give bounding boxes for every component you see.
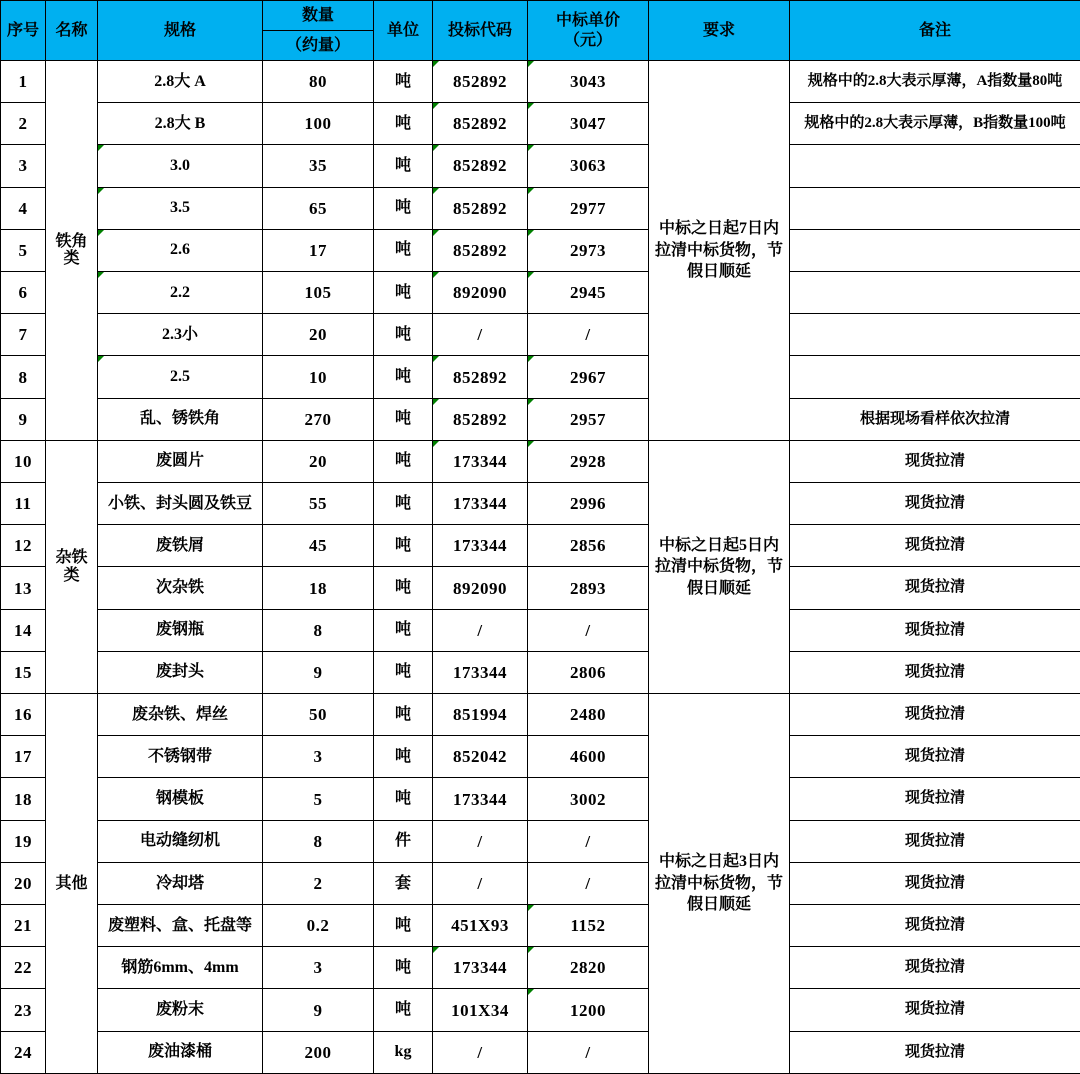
cell-spec: 2.3小 [98,314,263,356]
cell-remark: 现货拉清 [790,905,1080,947]
cell-remark [790,356,1080,398]
cell-code: 852892 [433,187,528,229]
cell-code: 173344 [433,947,528,989]
cell-qty: 2 [263,862,374,904]
cell-price: 2893 [528,567,649,609]
cell-no: 18 [1,778,46,820]
cell-qty: 3 [263,736,374,778]
cell-remark: 现货拉清 [790,609,1080,651]
table-header [1,1,1080,61]
table-row [1,61,1080,103]
cell-price: 1152 [528,905,649,947]
cell-code: 851994 [433,694,528,736]
cell-qty: 45 [263,525,374,567]
cell-unit: 吨 [374,905,433,947]
table-row [1,440,1080,482]
table-row [1,398,1080,440]
cell-code: 173344 [433,483,528,525]
cell-unit: 吨 [374,525,433,567]
cell-no: 5 [1,229,46,271]
cell-no: 17 [1,736,46,778]
cell-qty: 18 [263,567,374,609]
cell-price: / [528,609,649,651]
cell-remark: 现货拉清 [790,947,1080,989]
cell-price: 2820 [528,947,649,989]
cell-remark [790,314,1080,356]
cell-spec: 乱、锈铁角 [98,398,263,440]
table-row [1,905,1080,947]
cell-spec: 次杂铁 [98,567,263,609]
table-row [1,272,1080,314]
cell-spec: 2.6 [98,229,263,271]
cell-no: 24 [1,1031,46,1073]
cell-spec: 2.8大 A [98,61,263,103]
table-row [1,989,1080,1031]
cell-unit: 吨 [374,356,433,398]
cell-qty: 100 [263,103,374,145]
cell-no: 6 [1,272,46,314]
header-cell-qty: 数量 [263,1,374,31]
cell-spec: 废粉末 [98,989,263,1031]
header-cell-code: 投标代码 [433,1,528,61]
cell-no: 13 [1,567,46,609]
cell-requirement: 中标之日起3日内拉清中标货物，节假日顺延 [649,694,790,1074]
cell-price: / [528,314,649,356]
cell-code: 852042 [433,736,528,778]
cell-spec: 钢模板 [98,778,263,820]
cell-code: 892090 [433,567,528,609]
cell-remark: 现货拉清 [790,862,1080,904]
cell-code: 101X34 [433,989,528,1031]
cell-remark [790,145,1080,187]
cell-requirement: 中标之日起5日内拉清中标货物，节假日顺延 [649,440,790,693]
cell-code: 173344 [433,778,528,820]
cell-qty: 55 [263,483,374,525]
cell-remark: 现货拉清 [790,694,1080,736]
table-row [1,356,1080,398]
cell-no: 8 [1,356,46,398]
cell-unit: 吨 [374,145,433,187]
header-cell-unit: 单位 [374,1,433,61]
cell-remark: 现货拉清 [790,778,1080,820]
table-row [1,736,1080,778]
cell-price: 2996 [528,483,649,525]
table-row [1,947,1080,989]
cell-spec: 3.5 [98,187,263,229]
cell-code: 173344 [433,651,528,693]
cell-unit: 吨 [374,609,433,651]
cell-price: 2973 [528,229,649,271]
cell-spec: 废封头 [98,651,263,693]
cell-price: 2967 [528,356,649,398]
header-cell-requirement: 要求 [649,1,790,61]
cell-qty: 8 [263,820,374,862]
header-cell-name: 名称 [46,1,98,61]
cell-code: / [433,862,528,904]
cell-code: 852892 [433,229,528,271]
table-row [1,567,1080,609]
cell-no: 9 [1,398,46,440]
cell-remark: 根据现场看样依次拉清 [790,398,1080,440]
cell-unit: 吨 [374,272,433,314]
cell-code: 173344 [433,440,528,482]
cell-price: 2856 [528,525,649,567]
cell-code: 852892 [433,356,528,398]
cell-remark: 现货拉清 [790,1031,1080,1073]
cell-price: 3063 [528,145,649,187]
cell-qty: 8 [263,609,374,651]
cell-spec: 废杂铁、焊丝 [98,694,263,736]
cell-category-name: 其他 [46,694,98,1074]
table-row [1,651,1080,693]
cell-qty: 20 [263,314,374,356]
cell-qty: 200 [263,1031,374,1073]
table-row [1,187,1080,229]
cell-price: 4600 [528,736,649,778]
cell-qty: 270 [263,398,374,440]
cell-unit: 吨 [374,314,433,356]
cell-spec: 废塑料、盒、托盘等 [98,905,263,947]
cell-price: 3002 [528,778,649,820]
table-row [1,694,1080,736]
cell-unit: 吨 [374,736,433,778]
cell-unit: 套 [374,862,433,904]
header-cell-remark: 备注 [790,1,1080,61]
cell-qty: 50 [263,694,374,736]
cell-remark: 现货拉清 [790,820,1080,862]
cell-no: 3 [1,145,46,187]
cell-remark: 现货拉清 [790,736,1080,778]
cell-qty: 35 [263,145,374,187]
cell-unit: kg [374,1031,433,1073]
cell-unit: 吨 [374,61,433,103]
cell-unit: 吨 [374,103,433,145]
cell-no: 16 [1,694,46,736]
table-body [1,61,1080,1074]
cell-code: 173344 [433,525,528,567]
cell-price: 2977 [528,187,649,229]
table-row [1,862,1080,904]
cell-price: / [528,862,649,904]
cell-no: 2 [1,103,46,145]
cell-code: 852892 [433,61,528,103]
cell-price: / [528,820,649,862]
cell-unit: 吨 [374,651,433,693]
cell-qty: 9 [263,651,374,693]
cell-unit: 吨 [374,694,433,736]
header-price-line1: 中标单价 [555,11,620,29]
cell-qty: 0.2 [263,905,374,947]
cell-no: 11 [1,483,46,525]
table-row [1,778,1080,820]
cell-code: 451X93 [433,905,528,947]
cell-spec: 钢筋6mm、4mm [98,947,263,989]
table-row [1,1031,1080,1073]
table-row [1,525,1080,567]
cell-code: 852892 [433,103,528,145]
cell-spec: 废圆片 [98,440,263,482]
cell-spec: 电动缝纫机 [98,820,263,862]
cell-remark: 现货拉清 [790,483,1080,525]
cell-spec: 2.2 [98,272,263,314]
table-row [1,229,1080,271]
cell-price: 2957 [528,398,649,440]
header-cell-spec: 规格 [98,1,263,61]
cell-code: 852892 [433,145,528,187]
cell-qty: 17 [263,229,374,271]
cell-no: 12 [1,525,46,567]
cell-remark: 现货拉清 [790,651,1080,693]
cell-spec: 冷却塔 [98,862,263,904]
cell-price: 2806 [528,651,649,693]
table-row [1,820,1080,862]
cell-unit: 吨 [374,187,433,229]
cell-qty: 9 [263,989,374,1031]
cell-code: / [433,314,528,356]
cell-remark: 现货拉清 [790,567,1080,609]
cell-remark: 规格中的2.8大表示厚薄，B指数量100吨 [790,103,1080,145]
table-row [1,103,1080,145]
cell-remark: 现货拉清 [790,525,1080,567]
cell-qty: 20 [263,440,374,482]
cell-spec: 废铁屑 [98,525,263,567]
cell-no: 7 [1,314,46,356]
cell-no: 15 [1,651,46,693]
cell-no: 4 [1,187,46,229]
cell-qty: 80 [263,61,374,103]
cell-price: 2928 [528,440,649,482]
header-row-1 [1,1,1080,31]
cell-remark: 现货拉清 [790,989,1080,1031]
cell-unit: 吨 [374,778,433,820]
table-row [1,483,1080,525]
cell-price: 3043 [528,61,649,103]
cell-spec: 不锈钢带 [98,736,263,778]
cell-no: 19 [1,820,46,862]
cell-unit: 吨 [374,229,433,271]
cell-code: / [433,820,528,862]
cell-unit: 吨 [374,398,433,440]
cell-qty: 3 [263,947,374,989]
cell-spec: 废油漆桶 [98,1031,263,1073]
cell-qty: 10 [263,356,374,398]
cell-no: 14 [1,609,46,651]
table-row [1,145,1080,187]
cell-requirement: 中标之日起7日内拉清中标货物，节假日顺延 [649,61,790,441]
header-cell-price [528,1,649,61]
cell-category-name: 铁角类 [46,61,98,441]
header-price-line2: （元） [563,31,612,49]
header-cell-qty-approx: （约量） [263,31,374,61]
cell-remark [790,272,1080,314]
cell-no: 21 [1,905,46,947]
cell-no: 23 [1,989,46,1031]
cell-spec: 2.5 [98,356,263,398]
cell-unit: 吨 [374,947,433,989]
cell-unit: 吨 [374,440,433,482]
cell-spec: 小铁、封头圆及铁豆 [98,483,263,525]
cell-qty: 105 [263,272,374,314]
cell-unit: 吨 [374,567,433,609]
cell-no: 22 [1,947,46,989]
cell-price: / [528,1031,649,1073]
cell-code: / [433,1031,528,1073]
cell-code: 852892 [433,398,528,440]
cell-remark [790,229,1080,271]
cell-unit: 件 [374,820,433,862]
cell-remark: 规格中的2.8大表示厚薄，A指数量80吨 [790,61,1080,103]
cell-category-name: 杂铁类 [46,440,98,693]
cell-unit: 吨 [374,989,433,1031]
table-row [1,609,1080,651]
cell-code: 892090 [433,272,528,314]
cell-spec: 3.0 [98,145,263,187]
cell-no: 10 [1,440,46,482]
cell-no: 20 [1,862,46,904]
cell-price: 2945 [528,272,649,314]
table-row [1,314,1080,356]
cell-price: 1200 [528,989,649,1031]
cell-remark [790,187,1080,229]
cell-unit: 吨 [374,483,433,525]
cell-no: 1 [1,61,46,103]
cell-code: / [433,609,528,651]
cell-price: 3047 [528,103,649,145]
cell-spec: 废钢瓶 [98,609,263,651]
cell-qty: 65 [263,187,374,229]
cell-price: 2480 [528,694,649,736]
header-cell-no: 序号 [1,1,46,61]
cell-remark: 现货拉清 [790,440,1080,482]
cell-qty: 5 [263,778,374,820]
cell-spec: 2.8大 B [98,103,263,145]
